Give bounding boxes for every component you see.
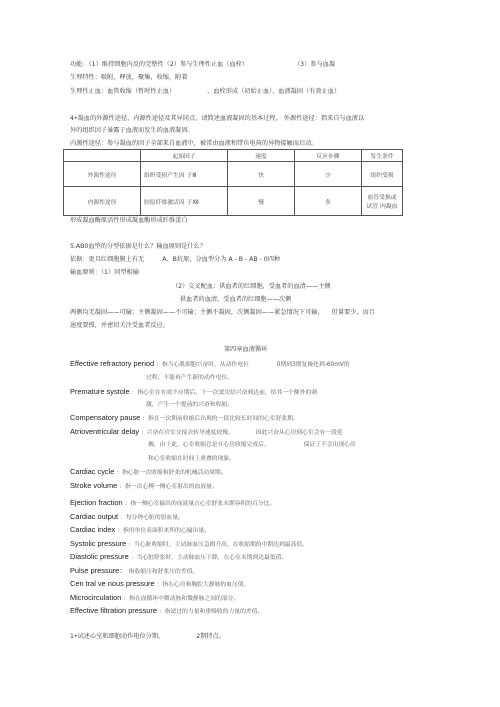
term-line	[70, 428, 343, 437]
term-def-extra: 0期到3期复极化到-60mV的	[276, 362, 350, 368]
chapter-title: 第四章血液循环	[224, 346, 268, 353]
table-note: 形成凝血酶原活性形成凝血酶形成纤维蛋白	[70, 217, 188, 224]
table-cell: 内源性途径	[64, 187, 141, 216]
q5-result-2: 速度要慢，并密切关注受血者反应。	[70, 322, 169, 329]
term-def: ：指心脏一次收缩和舒张的机械活动周期。	[116, 470, 227, 476]
term-def: ：指一侧心室输出的血液量占心室舒张末期容积的百分比。	[124, 501, 276, 507]
function-line	[70, 61, 335, 69]
term-def: ：指在一次期前收缩后出现的一段比较长时间的心室舒张期。	[142, 416, 299, 422]
term-line	[70, 388, 317, 397]
term-en: Compensatory pause	[70, 413, 141, 422]
term-line	[70, 414, 299, 423]
table-row	[64, 187, 403, 216]
term-def: ：指右心房和胸腔大静脉的血压值。	[156, 582, 250, 588]
table-row	[64, 162, 403, 187]
table-cell: 血管受损或试管 内凝血	[362, 187, 403, 216]
q5-crossmatch-2: 供血者的血清，受血者的红细胞——次侧	[180, 296, 292, 303]
term-def-continued: 激，产生一个提前的兴奋和收缩。	[146, 402, 233, 408]
hemostasis-line	[70, 88, 340, 96]
table-cell: 少	[295, 162, 362, 187]
hemostasis-text-1: 生理性止血：血管收缩（暂时性止血）	[70, 88, 176, 95]
q4-line-1: 4•凝血的外源性途径，内源性途径及其异同点，请简述血液凝固的基本过程。 外源性途径：指来自与血液以	[70, 115, 365, 122]
function-text-2: （3）参与血凝	[294, 61, 336, 68]
term-def: ：指在血循环中微动脉和微静脉之间的部分。	[123, 596, 240, 602]
term-def: ：指心室在有效不应期后，下一次窦房结兴奋到达前，给其一个额外的刺	[131, 390, 318, 396]
term-def: ：当心脏舒张时，主动脉血压下降，在心室末期到达最低值。	[130, 555, 288, 561]
table-cell: 快	[228, 162, 295, 187]
term-line	[70, 553, 287, 562]
q5-result-text-1: 两侧均无凝固——可输；主侧凝固——不可输；主侧不凝固，次侧凝固——紧急情况下可输，	[70, 309, 324, 316]
term-def-continued: 和心室收缩在时间上重叠的现象。	[148, 456, 235, 462]
term-def: ：兴奋在房室交接去转导速度较慢，	[140, 430, 234, 436]
function-text-1: 功能：（1）维持细胞内反的完整性（2）参与生理性止血（血栓）	[70, 61, 249, 68]
term-en: Systolic pressure	[70, 539, 127, 548]
table-cell: 胶原纤维激活因 子Ⅻ	[141, 187, 228, 216]
q5-result-1	[70, 309, 375, 317]
term-def-continued-text: 搁，由于此，心室收缩总是在心房收缩完成后，	[148, 442, 270, 448]
term-line	[70, 580, 249, 589]
term-line	[70, 482, 218, 491]
term-def: ：指当心肌细胞兴奋时，从动作电位	[156, 362, 249, 368]
hemostasis-text-2: ，血栓形成（初始止血），血液凝固（有效止血）	[207, 88, 341, 95]
term-en: Cardiac index	[70, 525, 116, 534]
term-en: Diastolic pressure	[70, 552, 129, 561]
table-header-cell: 速度	[228, 150, 295, 162]
q5-title: 5.AB0血型的分型依据是什么？输血原则是什么？	[70, 243, 206, 250]
term-en: Cardiac output	[70, 512, 119, 521]
table-cell: 多	[295, 187, 362, 216]
q5-basis-text-1: 依据：更具红细胞膜上有无	[70, 256, 145, 263]
table-cell: 组织受损产生因 子Ⅲ	[141, 162, 228, 187]
q5-basis	[70, 256, 280, 264]
term-en: Pulse pressure：	[70, 566, 127, 575]
term-def: ：当心脏收缩时，主动脉血压急剧升高，在收缩期的中期达到最高值。	[128, 542, 308, 548]
q5-principle: 输血原则：（1）同型相输	[70, 269, 139, 276]
q5-result-text-2: 但量要少，而且	[331, 309, 375, 316]
table-header-cell: 起始因子	[141, 150, 228, 162]
term-en: Effective filtration pressure	[70, 606, 157, 615]
term-line	[70, 526, 210, 535]
term-def: ：指滤过的力量和重吸收的力量的差值。	[158, 609, 264, 615]
q5-crossmatch: （2）交叉配血：供血者的红细胞，受血者的血清——主侧	[172, 283, 331, 290]
term-en: Premature systole	[70, 387, 130, 396]
term-def: ：指一次心搏一侧心室射出的血液量。	[119, 484, 218, 490]
table-cell: 慢	[228, 187, 295, 216]
term-en: Cen tral ve nous pressure	[70, 579, 155, 588]
term-def-continued: 过程，不能再产生新的动作电位。	[146, 375, 233, 381]
question-text-2: 2期特点。	[196, 633, 225, 640]
properties-line: 生理特性：吸附，释放，聚集，收缩，附着	[70, 74, 188, 81]
term-en: Cardiac cycle	[70, 467, 115, 476]
table-header-row	[64, 150, 403, 162]
table-header-cell	[64, 150, 141, 162]
term-line	[70, 540, 308, 549]
term-en: Atrioventricular delay	[70, 427, 140, 436]
table-cell: 组织受损	[362, 162, 403, 187]
term-en: Ejection fraction	[70, 498, 123, 507]
table-cell: 外源性途径	[64, 162, 141, 187]
term-def-extra: 因此兴奋从心房到心室会有一段延	[255, 430, 343, 436]
q4-line-2: 外的组织因子暴露于血液而发生的血液凝固。	[70, 127, 194, 134]
term-line	[70, 360, 350, 369]
term-def-continued	[148, 441, 356, 449]
term-en: Stroke volume	[70, 481, 118, 490]
term-line	[70, 567, 198, 576]
question-text-1: 1•试述心室肌细胞动作电位分期，	[70, 633, 165, 640]
term-def: ：每分钟心脏的射血量。	[120, 515, 184, 521]
table-header-cell: 反应步骤	[295, 150, 362, 162]
term-en: Effective refractory period	[70, 359, 155, 368]
term-def-continued-text: 保证了不会出现心房	[303, 442, 356, 448]
chapter-question-1	[70, 633, 225, 641]
term-line	[70, 499, 275, 508]
q4-line-3: 内源性途径：参与凝血的因子全部来自血液中，被常由血液和带负电荷的异物接触而启动。	[70, 140, 318, 147]
term-en: Microcirculation	[70, 593, 122, 602]
coagulation-table	[63, 149, 403, 216]
term-def: 指收缩压和舒张压的差值。	[128, 569, 199, 575]
term-line	[70, 468, 226, 477]
table-header-cell: 发生条件	[362, 150, 403, 162]
term-line	[70, 594, 239, 603]
q5-basis-text-2: A、B抗原，分血型分为 A - B - AB - 0四种	[162, 256, 281, 263]
term-line	[70, 513, 184, 522]
term-def: ：指用单位表面积来所的心输出量。	[117, 528, 210, 534]
term-line	[70, 607, 263, 616]
